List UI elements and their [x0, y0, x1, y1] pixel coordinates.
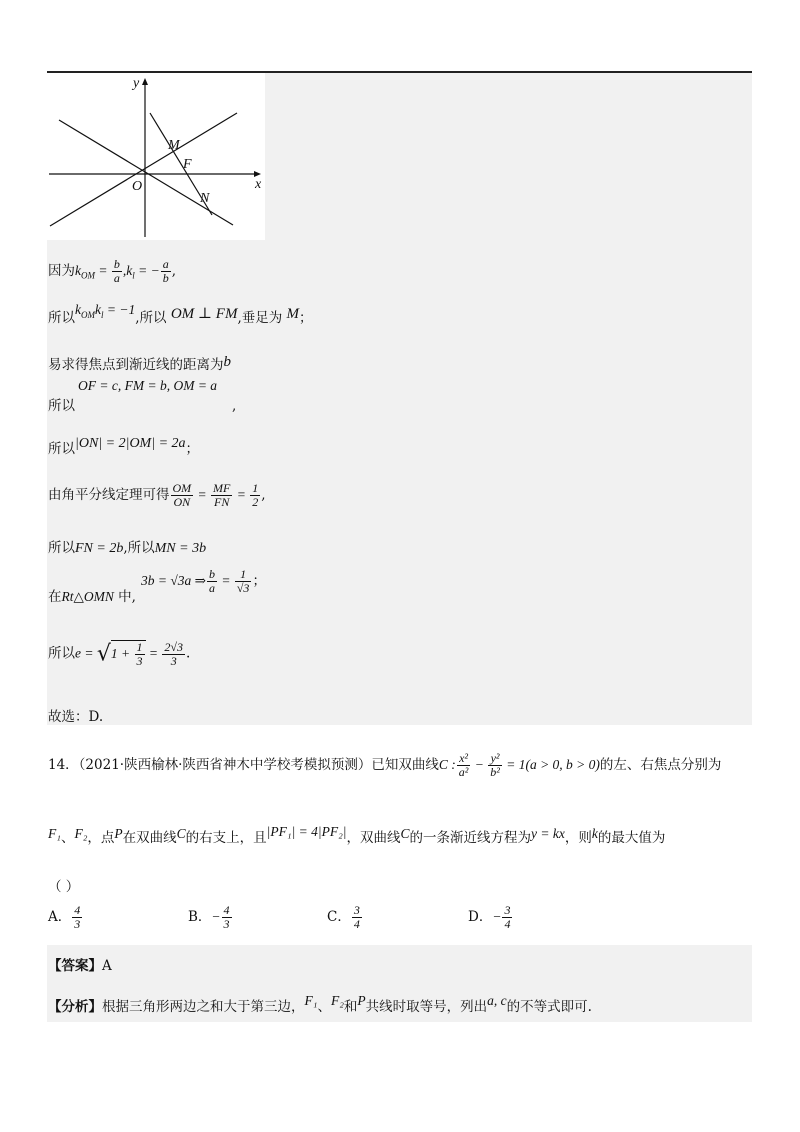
numerator: MF	[213, 481, 231, 495]
denominator: ON	[173, 495, 191, 509]
option-label: A．	[48, 909, 72, 925]
math: y = kx	[531, 826, 565, 841]
math: = −1	[103, 302, 136, 317]
text: 因为	[48, 263, 75, 279]
solution-line-5	[48, 437, 199, 458]
solution-line-7	[48, 536, 206, 557]
denominator: a²	[458, 765, 469, 779]
numerator: 3	[504, 903, 511, 917]
solution-line-1	[48, 258, 176, 285]
math: k	[591, 826, 598, 841]
math: −	[471, 757, 488, 772]
math: C :	[438, 757, 456, 772]
math: C	[176, 826, 186, 841]
math: |ON| = 2|OM| = 2a	[75, 436, 186, 451]
text: 、	[317, 999, 331, 1015]
answer-tag: 【答案】	[48, 958, 102, 974]
math: =	[217, 573, 234, 588]
text: 的最大值为	[597, 830, 666, 846]
math: k	[95, 302, 101, 317]
analysis-line	[48, 995, 592, 1015]
text: ,所以	[135, 310, 171, 326]
math: = −	[134, 263, 160, 278]
text: ，点	[87, 830, 115, 846]
math: b	[223, 354, 231, 370]
fraction	[207, 568, 217, 595]
math: ,k	[122, 263, 133, 278]
text: 故选：D.	[48, 709, 104, 725]
math: Rt△OMN	[61, 589, 114, 604]
numerator: a	[162, 257, 169, 271]
option-a[interactable]	[48, 904, 83, 931]
numerator: x²	[457, 752, 471, 766]
solution-line-4-math	[78, 378, 217, 394]
text: 和	[343, 999, 358, 1015]
solution-line-8	[48, 585, 136, 605]
math: 1 +	[110, 646, 134, 661]
text: ；	[299, 310, 313, 326]
text: 的一条渐近线方程为	[409, 830, 532, 846]
text: ,	[171, 263, 177, 279]
text: 所以	[48, 398, 75, 414]
option-label: D．	[468, 909, 493, 925]
label-x: x	[255, 177, 262, 192]
option-sign: −	[492, 909, 502, 924]
text: 、	[60, 830, 75, 846]
denominator: 3	[223, 917, 230, 931]
denominator: a	[208, 581, 215, 595]
radicand	[111, 640, 146, 668]
fraction	[211, 482, 232, 509]
numerator: 1	[235, 568, 252, 582]
solution-line-2	[48, 302, 313, 328]
text: 所以	[48, 540, 75, 556]
denominator: √3	[236, 581, 250, 595]
math: |PF₁| = 4|PF₂|	[266, 824, 347, 839]
numerator: 1	[252, 481, 259, 495]
numerator: 4	[74, 903, 81, 917]
math: =	[95, 263, 111, 278]
denominator: 2	[252, 495, 259, 509]
text: ；	[252, 573, 266, 589]
question-line-3	[48, 875, 79, 895]
text: 由角平分线定理可得	[48, 487, 170, 503]
text: 所以	[48, 441, 75, 457]
denominator: 4	[353, 917, 360, 931]
numerator: 1	[136, 640, 143, 654]
math: = 1(a > 0, b > 0)	[502, 757, 600, 772]
text: 的右支上，且	[185, 830, 267, 846]
answer-line	[48, 954, 112, 974]
math: MN = 3b	[154, 541, 207, 556]
math: F₂	[330, 993, 344, 1008]
text: ,垂足为	[237, 310, 287, 326]
solution-conclusion	[48, 705, 103, 725]
solution-line-6	[48, 482, 266, 509]
y-axis-arrow	[142, 78, 148, 85]
math: OM ⊥ FM	[170, 306, 238, 322]
fraction	[502, 904, 512, 931]
math: k	[75, 263, 81, 278]
text: ,	[261, 487, 266, 503]
denominator: 4	[504, 917, 511, 931]
text: .	[185, 645, 191, 662]
question-line-2	[48, 826, 665, 846]
fraction	[250, 482, 260, 509]
math: M	[286, 306, 300, 322]
math: =	[145, 645, 162, 661]
denominator: 3	[74, 917, 81, 931]
math: e =	[75, 645, 97, 661]
text: 的不等式即可.	[506, 999, 592, 1015]
text: 在双曲线	[122, 830, 177, 846]
math: P	[357, 993, 366, 1008]
label-y: y	[133, 76, 140, 91]
text: 中,	[113, 589, 136, 605]
math: F₁	[304, 993, 318, 1008]
label-M: M	[168, 138, 180, 153]
text: 的左、右焦点分别为	[599, 757, 722, 773]
numerator: 4	[223, 903, 230, 917]
solution-line-4	[48, 394, 236, 414]
numerator: OM	[172, 481, 192, 495]
numerator: 3	[353, 903, 360, 917]
text: ；	[185, 441, 200, 457]
label-N: N	[200, 191, 210, 206]
fraction	[112, 258, 122, 285]
denominator: 3	[136, 654, 143, 668]
denominator: a	[113, 271, 120, 285]
option-sign: −	[211, 909, 221, 924]
math-sub: l	[132, 270, 135, 281]
math: =	[194, 487, 211, 502]
fraction	[135, 641, 145, 668]
math: k	[75, 302, 81, 317]
denominator: 3	[170, 653, 177, 668]
option-label: C．	[327, 909, 351, 925]
solution-line-9	[48, 640, 190, 668]
analysis-tag: 【分析】	[48, 999, 102, 1015]
numerator: 2√3	[164, 639, 183, 654]
fraction	[235, 568, 252, 595]
math: P	[114, 826, 123, 841]
text: 根据三角形两边之和大于第三边，	[102, 999, 305, 1015]
math: FN = 2b	[75, 541, 124, 556]
option-c[interactable]	[327, 904, 363, 931]
math: C	[400, 826, 410, 841]
denominator: b	[162, 271, 169, 285]
math: a, c	[487, 993, 507, 1008]
text: 所以	[48, 645, 75, 662]
fraction	[488, 752, 502, 779]
text: ，双曲线	[346, 830, 401, 846]
question-stem: 14．（2021·陕西榆林·陕西省神木中学校考模拟预测）已知双曲线	[48, 757, 439, 773]
fraction	[161, 258, 171, 285]
option-b[interactable]	[188, 904, 233, 931]
fraction	[352, 904, 362, 931]
text: ，则	[564, 830, 592, 846]
answer-blank: （ ）	[48, 879, 80, 895]
text: 易求得焦点到渐近线的距离为	[48, 357, 224, 373]
math-sub: OM	[81, 309, 95, 320]
math: F₁	[48, 826, 61, 841]
math-sub: l	[101, 309, 104, 320]
math: 3b = √3a ⇒	[141, 573, 206, 588]
fraction	[171, 482, 194, 509]
numerator: y²	[488, 752, 502, 766]
denominator: b²	[490, 765, 500, 779]
radical-sign: √	[96, 641, 111, 667]
asymptote-figure	[47, 73, 265, 240]
text: 所以	[48, 310, 75, 326]
text: ,	[232, 398, 237, 414]
text: ,所以	[123, 540, 155, 556]
question-line-1	[48, 752, 721, 779]
fraction	[222, 904, 232, 931]
math-sub: OM	[81, 270, 95, 281]
label-O: O	[132, 179, 143, 194]
text: 在	[48, 589, 62, 605]
text: 共线时取等号，列出	[365, 999, 488, 1015]
asymptote-negative	[59, 120, 233, 225]
option-d[interactable]	[468, 904, 513, 931]
math: OF = c, FM = b, OM = a	[78, 378, 218, 393]
label-F: F	[183, 157, 192, 172]
option-label: B．	[188, 909, 212, 925]
math: F₂	[74, 826, 88, 841]
numerator: b	[208, 567, 215, 581]
math: =	[233, 487, 250, 502]
numerator: b	[113, 257, 120, 271]
fraction	[72, 904, 82, 931]
fraction	[162, 641, 185, 668]
solution-line-3	[48, 353, 231, 374]
fraction	[457, 752, 471, 779]
solution-line-8-math	[141, 568, 266, 595]
denominator: FN	[214, 495, 230, 509]
answer-value: A	[102, 958, 112, 974]
